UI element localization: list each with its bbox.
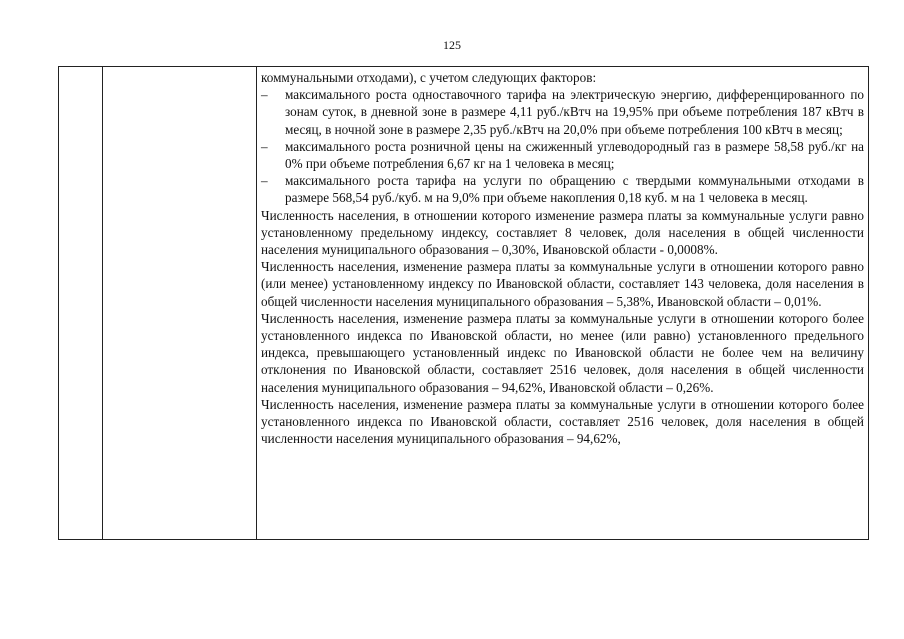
- paragraph: Численность населения, изменение размера платы за коммунальные услуги в отношении которого более установленного индекса по Ивановской области, составляет 2516 человек, доля населения в общей численности населения муниципального образования – 94,62%,: [261, 396, 864, 447]
- factor-text: максимального роста одноставочного тарифа на электрическую энергию, дифференцированного по зонам суток, в дневной зоне в размере 4,11 руб./кВтч на 19,95% при объеме потребления 187 кВтч в месяц, в ночной зоне в размере 2,35 руб./кВтч на 20,0% при объеме потребления 100 кВтч в месяц;: [285, 87, 864, 137]
- cell-content: [257, 67, 868, 447]
- paragraph: Численность населения, в отношении которого изменение размера платы за коммунальные услуги равно установленному предельному индексу, составляет 8 человек, доля населения в общей численности населения муниципального образования – 0,30%, Ивановской области - 0,0008%.: [261, 207, 864, 258]
- factor-item: [261, 138, 864, 172]
- intro-text: коммунальными отходами), с учетом следующих факторов:: [261, 70, 597, 85]
- empty-cell-name: [103, 67, 257, 540]
- factor-text: максимального роста тарифа на услуги по обращению с твердыми коммунальными отходами в размере 568,54 руб./куб. м на 9,0% при объеме накопления 0,18 куб. м на 1 человека в месяц.: [285, 173, 864, 206]
- factor-item: [261, 172, 864, 206]
- document-table: [58, 66, 869, 540]
- page-number: 125: [443, 38, 461, 52]
- paragraph: Численность населения, изменение размера платы за коммунальные услуги в отношении которого равно (или менее) установленному индексу по Ивановской области, составляет 143 человека, доля населения в общей численности населения муниципального образования – 5,38%, Ивановской области – 0,01%.: [261, 259, 864, 309]
- factor-text: максимального роста розничной цены на сжиженный углеводородный газ в размере 58,58 руб./кг на 0% при объеме потребления 6,67 кг на 1 человека в месяц;: [285, 138, 864, 172]
- dash-marker: –: [261, 87, 268, 103]
- table-row: [59, 67, 869, 540]
- dash-marker: –: [261, 138, 268, 154]
- content-cell: [257, 67, 869, 540]
- dash-marker: –: [261, 173, 268, 189]
- empty-cell-number: [59, 67, 103, 540]
- factor-item: [261, 86, 864, 138]
- paragraph: Численность населения, изменение размера платы за коммунальные услуги в отношении которого более установленного индекса по Ивановской области, но менее (или равно) установленного предельного индекса, превышающего установленный индекс по Ивановской области не более чем на величину отклонения по Ивановской области, составляет 2516 человек, доля населения в общей численности населения муниципального образования – 94,62%, Ивановской области – 0,26%.: [261, 310, 864, 395]
